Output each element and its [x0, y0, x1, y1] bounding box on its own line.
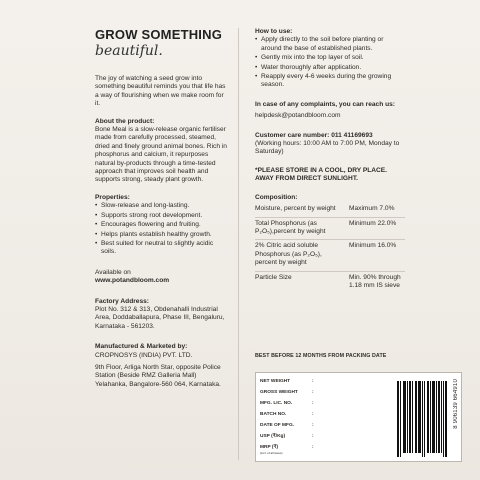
composition-value: Minimum 16.0%	[349, 242, 397, 250]
about-text: Bone Meal is a slow-release organic fertiliser made from carefully processed, steamed, dried and finely ground animal bones. Rich in phosphorus and calcium, it repurposes natural by-products through a time-tested approach that improves soil health and supports strong, steady plant growth.	[95, 126, 227, 184]
composition-label: Total Phosphorus (as P₂O₅),percent by weight	[255, 219, 326, 235]
table-row	[255, 203, 405, 217]
table-row	[255, 271, 405, 293]
list-item: • Reapply every 4-6 weeks during the growing season.	[255, 73, 405, 90]
list-item: • Water thoroughly after application.	[255, 64, 405, 72]
composition-table	[255, 203, 405, 293]
available-label: Available on	[95, 268, 131, 276]
field-mfg-lic: MFG. LIC. NO. :	[260, 401, 314, 406]
list-item: • Supports strong root development.	[95, 212, 227, 220]
table-row	[255, 240, 405, 271]
customer-care: Customer care number: 011 41169693	[255, 131, 373, 139]
batch-info-box	[255, 372, 462, 462]
composition-label: Moisture, percent by weight	[255, 205, 336, 213]
factory-address: Plot No. 312 & 313, Obdenahalli Industrial Area, Doddaballapura, Phase III, Bengaluru, Karnataka - 561203.	[95, 305, 225, 330]
left-column	[95, 28, 227, 389]
field-date-of-mfg: DATE OF MFG. :	[260, 423, 314, 428]
best-before: BEST BEFORE 12 MONTHS FROM PACKING DATE	[255, 353, 387, 359]
list-item: • Best suited for neutral to slightly acidic soils.	[95, 240, 227, 257]
intro-text: The joy of watching a seed grow into something beautiful reminds you that life has a way of flourishing when we make room for it.	[95, 75, 226, 108]
list-item: • Gently mix into the top layer of soil.	[255, 54, 405, 62]
manufactured-heading: Manufactured & Marketed by:	[95, 343, 188, 351]
field-gross-weight: GROSS WEIGHT :	[260, 390, 314, 395]
field-batch-no: BATCH NO. :	[260, 412, 314, 417]
company-address: 9th Floor, Arliga North Star, opposite Police Station (Beside RMZ Galleria Mall) Yelahanka, Bangalore-560 064, Karnataka.	[95, 363, 221, 388]
list-item: • Helps plants establish healthy growth.	[95, 231, 227, 239]
list-item: • Apply directly to the soil before planting or around the base of established plants.	[255, 36, 405, 53]
field-net-weight: NET WEIGHT :	[260, 379, 314, 384]
field-usp: USP (₹/Kg) :	[260, 434, 314, 439]
field-mrp: MRP (₹) : (incl. of all taxes)	[260, 445, 324, 455]
barcode-number: 8 906139 664910	[453, 379, 459, 429]
composition-value: Minimum 22.0%	[349, 219, 397, 227]
list-item: • Encourages flowering and fruiting.	[95, 221, 227, 229]
website-link: www.potandbloom.com	[95, 277, 170, 285]
storage-note: *PLEASE STORE IN A COOL, DRY PLACE. AWAY FROM DIRECT SUNLIGHT.	[255, 166, 388, 183]
factory-heading: Factory Address:	[95, 297, 149, 305]
working-hours: (Working hours: 10:00 AM to 7:00 PM, Monday to Saturday)	[255, 140, 400, 156]
company-name: CROPNOSYS (INDIA) PVT. LTD.	[95, 351, 193, 359]
composition-value: Min. 90% through 1.18 mm IS sieve	[349, 273, 401, 289]
headline: GROW SOMETHING	[95, 27, 223, 42]
composition-value: Maximum 7.0%	[349, 205, 395, 213]
table-row	[255, 217, 405, 240]
mrp-note: (incl. of all taxes)	[260, 451, 283, 455]
email-link: helpdesk@potandbloom.com	[255, 112, 341, 120]
right-column	[255, 28, 405, 293]
list-item: • Slow-release and long-lasting.	[95, 202, 227, 210]
howto-heading: How to use:	[255, 28, 293, 35]
composition-label: Particle Size	[255, 273, 292, 281]
column-divider	[238, 28, 239, 460]
howto-list	[255, 36, 405, 89]
script-tagline: beautiful.	[95, 43, 163, 59]
barcode	[397, 377, 451, 457]
composition-heading: Composition:	[255, 193, 298, 201]
properties-heading: Properties:	[95, 193, 130, 201]
about-heading: About the product:	[95, 117, 155, 125]
properties-list	[95, 202, 227, 256]
composition-label: 2% Citric acid soluble Phosphorus (as P₂O₅), percent by weight	[255, 242, 322, 267]
complaints-heading: In case of any complaints, you can reach us:	[255, 100, 395, 108]
